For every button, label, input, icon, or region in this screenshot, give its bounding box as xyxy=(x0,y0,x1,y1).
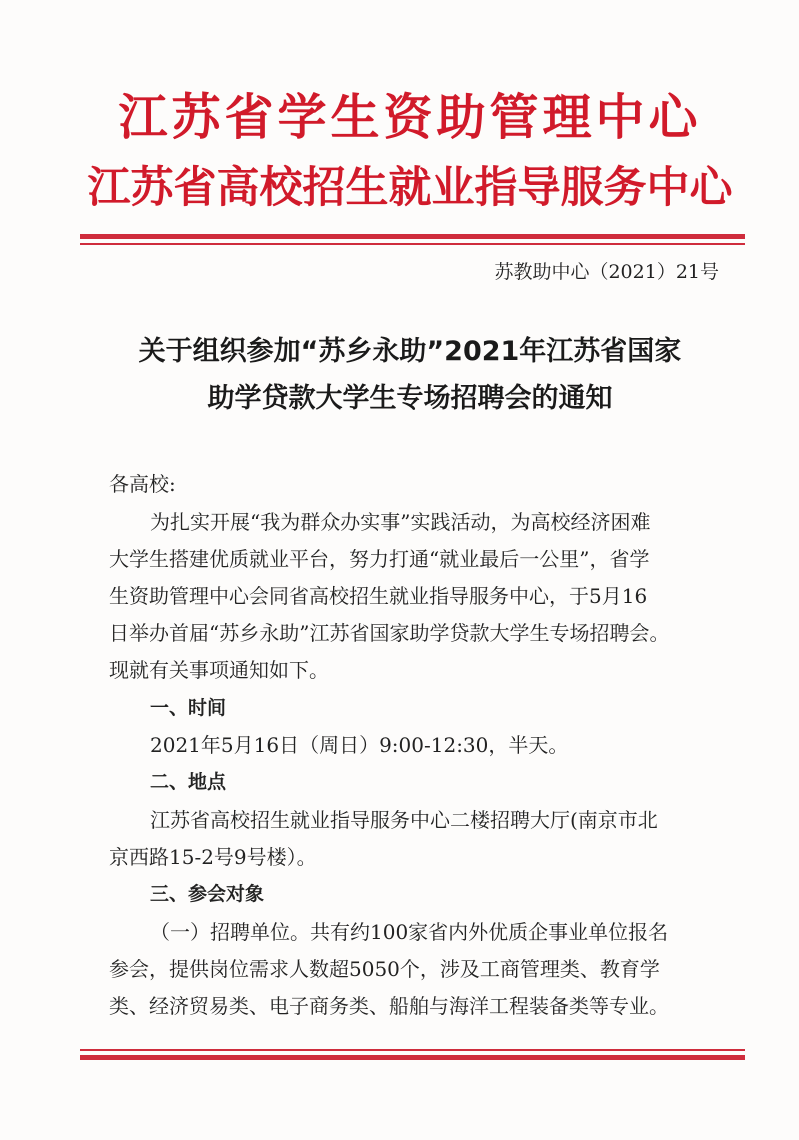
section-participants-line: 类、经济贸易类、电子商务类、船舶与海洋工程装备类等专业。 xyxy=(109,994,669,1018)
intro-line: 日举办首届“苏乡永助”江苏省国家助学贷款大学生专场招聘会。 xyxy=(109,621,670,645)
header-rule-thick xyxy=(80,234,745,239)
salutation: 各高校: xyxy=(109,472,176,496)
section-participants-line: （一）招聘单位。共有约100家省内外优质企事业单位报名 xyxy=(150,920,669,944)
intro-line: 大学生搭建优质就业平台，努力打通“就业最后一公里”，省学 xyxy=(109,547,650,571)
header-rule-thin xyxy=(80,243,745,245)
document-title-line-2: 助学贷款大学生专场招聘会的通知 xyxy=(207,383,613,414)
section-heading-time: 一、时间 xyxy=(150,697,227,719)
intro-line: 现就有关事项通知如下。 xyxy=(109,658,329,682)
issuing-org-2: 江苏省高校招生就业指导服务中心 xyxy=(87,163,733,213)
footer-rule-thick xyxy=(80,1055,745,1060)
issuing-org-1: 江苏省学生资助管理中心 xyxy=(118,89,702,146)
section-time-text: 2021年5月16日（周日）9:00-12:30，半天。 xyxy=(150,733,569,757)
footer-rule-thin xyxy=(80,1049,745,1051)
intro-line: 为扎实开展“我为群众办实事”实践活动，为高校经济困难 xyxy=(150,510,651,534)
intro-line: 生资助管理中心会同省高校招生就业指导服务中心，于5月16 xyxy=(109,584,648,608)
section-location-line: 江苏省高校招生就业指导服务中心二楼招聘大厅(南京市北 xyxy=(150,808,658,832)
document-title-line-1: 关于组织参加“苏乡永助”2021年江苏省国家 xyxy=(138,336,682,367)
document-number: 苏教助中心（2021）21号 xyxy=(494,261,719,283)
section-location-line: 京西路15-2号9号楼）。 xyxy=(109,845,317,869)
section-heading-location: 二、地点 xyxy=(150,771,227,793)
section-heading-participants: 三、参会对象 xyxy=(150,883,265,905)
section-participants-line: 参会，提供岗位需求人数超5050个，涉及工商管理类、教育学 xyxy=(109,957,660,981)
